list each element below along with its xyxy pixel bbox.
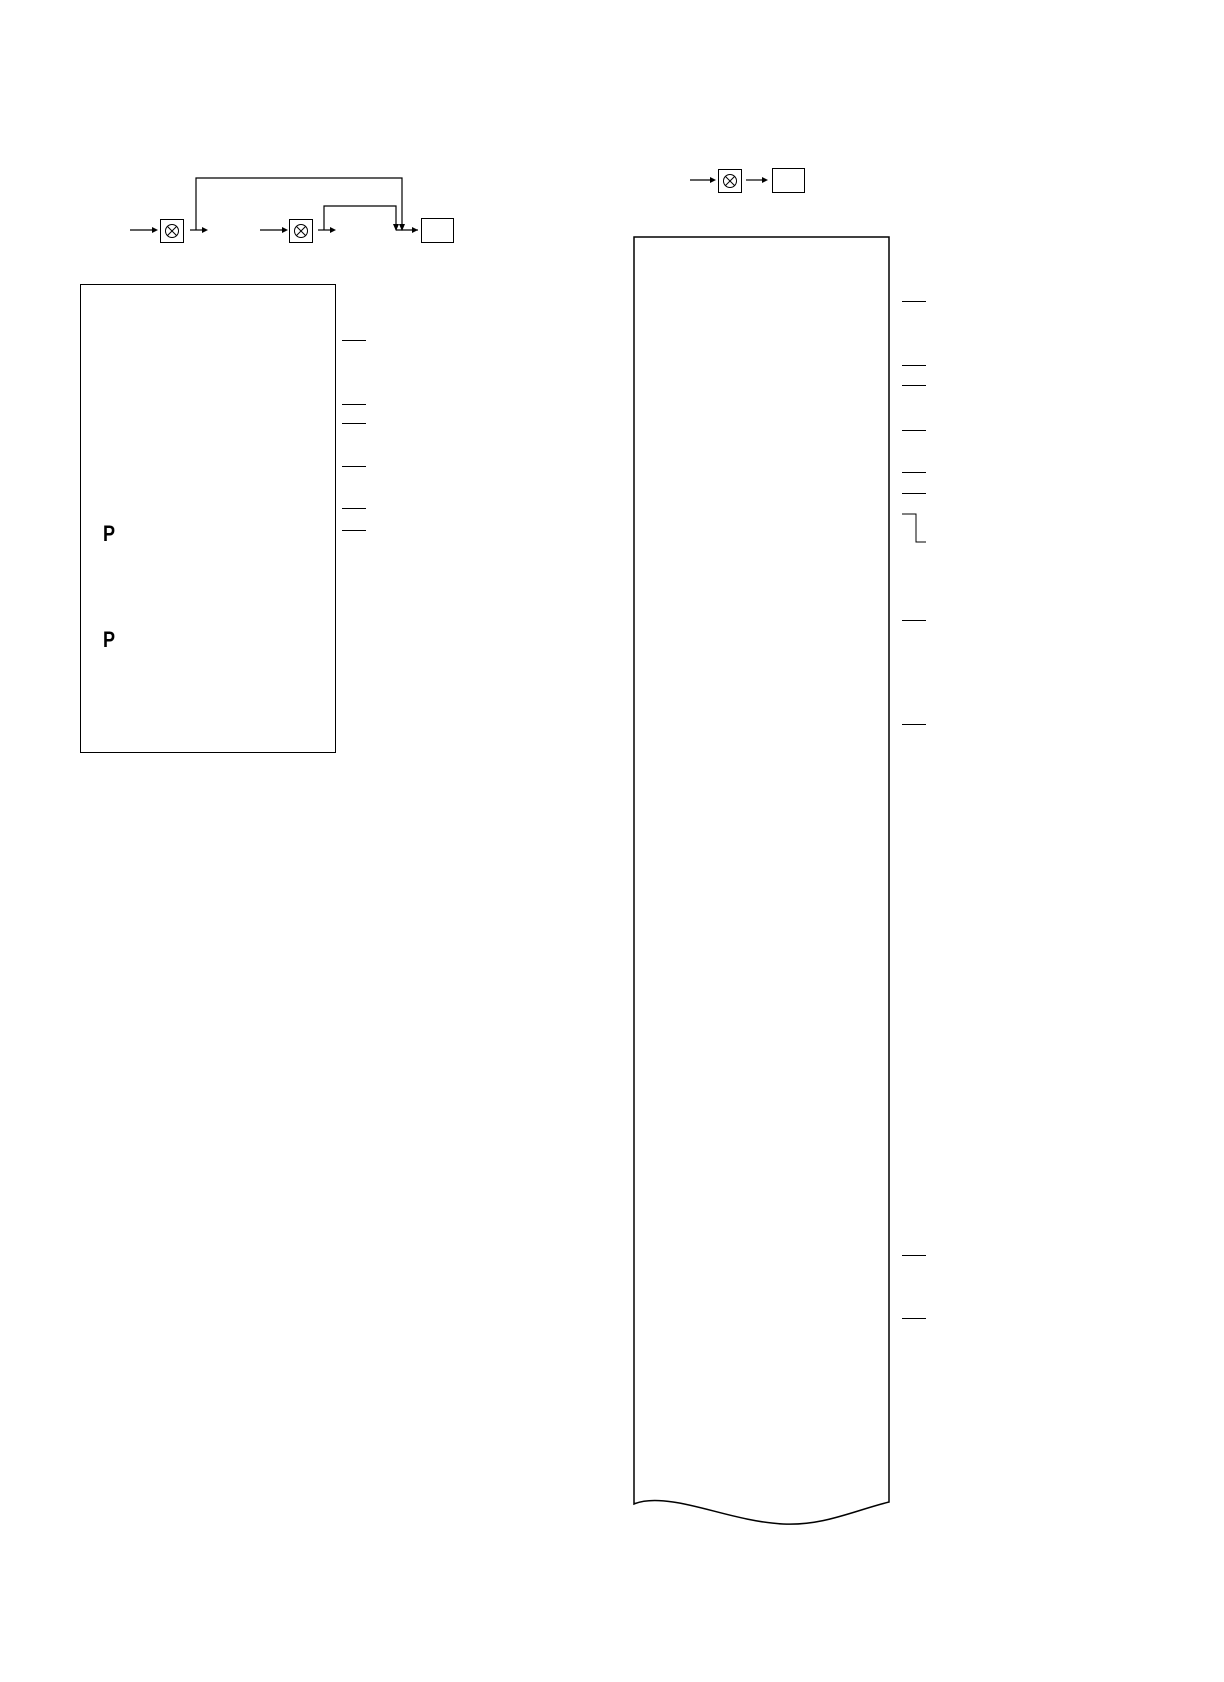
leader-line [902,472,926,473]
leader-line [342,404,366,405]
left-x-key-2 [289,219,313,243]
leader-line [902,301,926,302]
parent-plu: P [103,627,116,652]
left-terminate-key [421,218,454,243]
multiply-circle-icon [161,220,183,242]
left-x-key-1 [160,219,184,243]
leader-line [342,466,366,467]
right-x-key [718,169,742,193]
left-receipt [80,284,336,753]
leader-line [902,430,926,431]
leader-line [902,493,926,494]
leader-line [902,365,926,366]
leader-line [342,508,366,509]
leader-line [342,423,366,424]
leader-line [902,620,926,621]
multiply-circle-icon [290,220,312,242]
leader-line [342,530,366,531]
leader-line [342,340,366,341]
leader-line [902,385,926,386]
parent-plu: P [103,521,116,546]
leader-bracket [902,510,932,545]
right-terminate-key [772,168,805,193]
right-receipt [634,237,888,1517]
leader-line [902,724,926,725]
leader-line [902,1255,926,1256]
multiply-circle-icon [719,170,741,192]
leader-line [902,1318,926,1319]
